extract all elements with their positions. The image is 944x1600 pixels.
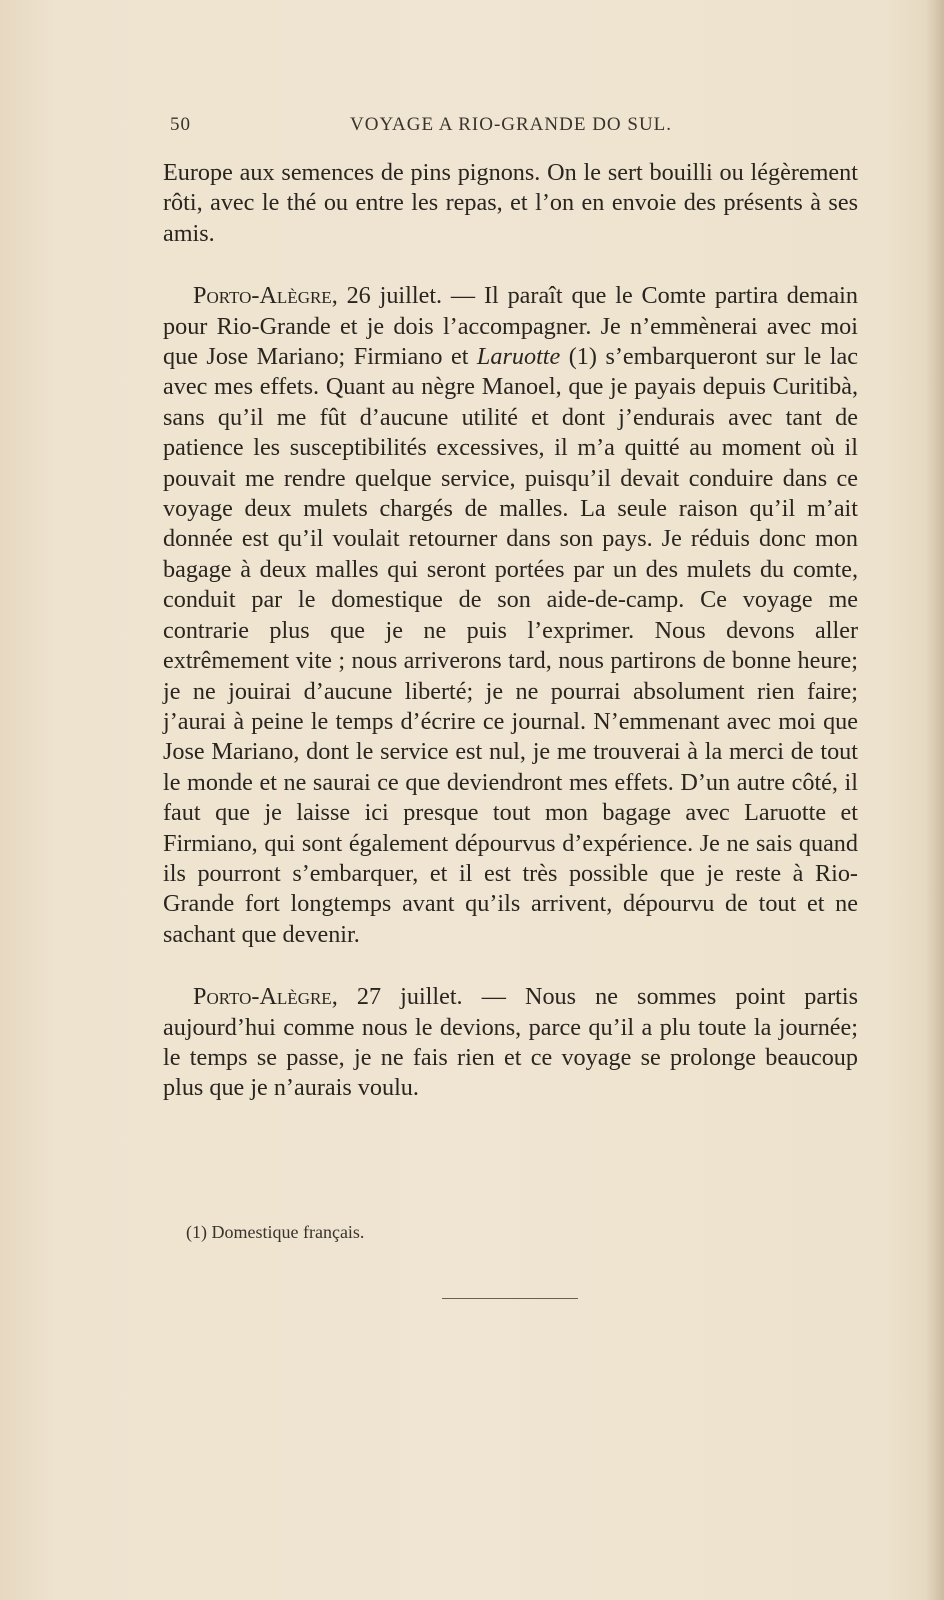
italic-name: Laruotte (476, 343, 561, 371)
footnote: (1) Domestique français. (186, 1222, 365, 1242)
end-rule (442, 1298, 578, 1299)
page-header (170, 114, 700, 140)
journal-entry-27-july (163, 982, 858, 1104)
journal-entry-26-july (163, 281, 858, 950)
entry-text: 27 juillet. — Nous ne sommes point partis aujourd’hui comme nous le devions, parce qu’il a plu toute la journée; le temps se passe, je ne fais rien et ce voyage se prolonge beaucoup plus que je n’aurais voulu. (163, 983, 858, 1102)
running-title: VOYAGE A RIO-GRANDE DO SUL. (350, 114, 673, 135)
entry-text-rest: (1) s’embarqueront sur le lac avec mes effets. Quant au nègre Manoel, que je payais depuis Curitibà, sans qu’il me fût d’aucune utilité et dont j’endurais avec tant de patience les susceptibilités excessives, il m’a quitté au moment où il pouvait me rendre quelque service, puisqu’il devait conduire dans ce voyage deux mulets chargés de malles. La seule raison qu’il m’ait donnée est qu’il voulait retourner dans son pays. Je réduis donc mon bagage à deux malles qui seront portées par un des mulets du comte, conduit par le domestique de son aide-de-camp. Ce voyage me contrarie plus que je ne puis l’exprimer. Nous devons aller extrêmement vite ; nous arriverons tard, nous partirons de bonne heure; je ne jouirai d’aucune liberté; je ne pourrai absolument rien faire; j’aurai à peine le temps d’écrire ce journal. N’emmenant avec moi que Jose Mariano, dont le service est nul, je me trouverai à la merci de tout le monde et ne saurai ce que deviendront mes effets. D’un autre côté, il faut que je laisse ici presque tout mon bagage avec Laruotte et Firmiano, qui sont également dépourvus d’expérience. Je ne sais quand ils pourront s’embarquer, et il est très possible que je reste à Rio-Grande fort longtemps avant qu’ils arrivent, dépourvu de tout et ne sachant que devenir. (163, 343, 858, 948)
body-text (163, 158, 858, 1104)
entry-place: Porto-Alègre, (193, 282, 338, 310)
entry-text-start: 26 juillet. — Il paraît que le Comte partira demain pour Rio-Grande et je dois l’accompagner. Je n’emmènerai avec moi que Jose Mariano; Firmiano et (163, 282, 858, 371)
page-number: 50 (170, 114, 191, 135)
entry-place: Porto-Alègre, (193, 983, 338, 1011)
page-edge-shadow (926, 0, 944, 1600)
paragraph-continuation: Europe aux semences de pins pignons. On le sert bouilli ou légèrement rôti, avec le thé ou entre les repas, et l’on en envoie des présents à ses amis. (163, 159, 858, 247)
